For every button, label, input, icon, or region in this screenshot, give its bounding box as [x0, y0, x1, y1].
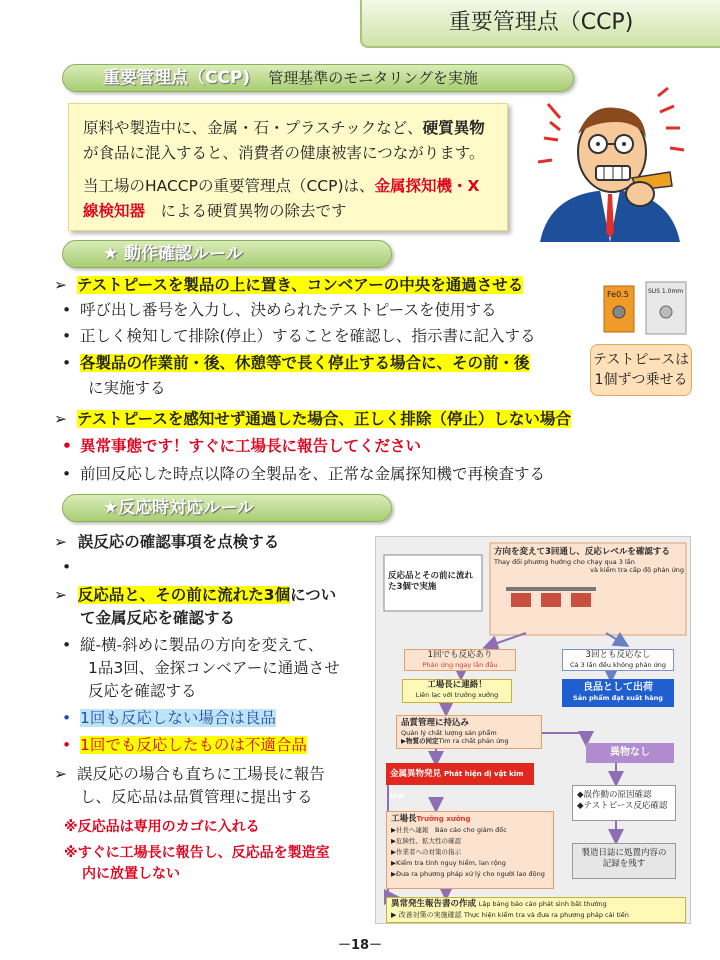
flow-improve-vi: Thực hiện kiểm tra và đưa ra phương pháp cải tiến	[463, 911, 629, 919]
response-heading: ➢ 誤反応の場合も直ちに工場長に報告	[54, 765, 325, 783]
flow-qc	[396, 715, 542, 749]
response-heading-text: 誤反応の確認事項を点検する	[77, 533, 280, 551]
test-piece-label-sus: SUS 1.0mm	[648, 288, 684, 295]
flow-manager-item: ▶社長へ連報 Báo cáo cho giám đốc	[391, 826, 507, 834]
flow-direction-vi: Thay đổi phương hướng cho chạy qua 3 lần	[494, 558, 635, 566]
rule-heading-text: テストピースを感知せず通過した場合、正しく排除（停止）しない場合	[76, 410, 571, 428]
good-product-text: 1回も反応しない場合は良品	[80, 709, 276, 727]
response-note: ※すぐに工場長に報告し、反応品を製造室	[64, 845, 330, 861]
response-bullet: • 縦-横-斜めに製品の方向を変えて、	[62, 636, 324, 654]
flow-report-label: 異常発生報告書の作成	[391, 899, 477, 909]
response-bullet-continued: 1品3回、金探コンベアーに通過させ	[88, 659, 340, 677]
response-bullet-text: 縦-横-斜めに製品の方向を変えて、	[80, 636, 324, 654]
test-piece-illustration	[598, 276, 694, 340]
rule-heading: ➢ テストピースを製品の上に置き、コンベアーの中央を通過させる	[54, 276, 524, 294]
flow-direction	[494, 547, 684, 574]
response-empty-bullet: •	[62, 558, 72, 576]
page-number: －18－	[337, 938, 383, 953]
flow-none-label: 3回とも反応なし	[585, 650, 651, 660]
ccp-banner-sub: 管理基準のモニタリングを実施	[268, 69, 478, 87]
flow-no-foreign: 異物なし	[586, 743, 674, 763]
flow-manager-item: ▶Đưa ra phương pháp xử lý cho người lao động	[391, 870, 545, 878]
flow-none-vi: Cả 3 lần đều không phản ứng	[569, 661, 667, 669]
response-bullet-continued: 反応を確認する	[88, 682, 197, 700]
response-heading-text: 誤反応の場合も直ちに工場長に報告	[76, 765, 325, 783]
rule-bullet: • 異常事態です！すぐに工場長に報告してください	[62, 437, 422, 455]
flow-manager-vi: Trưởng xưởng	[416, 815, 471, 823]
rule-bullet-text: 異常事態です！すぐに工場長に報告してください	[80, 437, 422, 455]
flow-contact	[402, 679, 512, 703]
flow-good-label: 良品として出荷	[583, 682, 653, 693]
flow-cause-item: ◆誤作動の原因確認	[577, 790, 652, 800]
note-text: 原料や製造中に、金属・石・プラスチックなど、	[83, 119, 423, 137]
flow-good	[562, 679, 674, 707]
note-text: による硬質異物の除去です	[145, 202, 347, 220]
operation-check-banner: ★ 動作確認ルール	[62, 240, 392, 268]
flow-good-vi: Sản phẩm đạt xuất hàng	[573, 694, 663, 702]
flow-manager-item: ▶作業者への対策の指示	[391, 848, 461, 856]
flow-contact-vi: Liên lạc với trưởng xưởng	[415, 691, 499, 699]
worker-illustration	[520, 82, 700, 242]
page-title: 重要管理点（CCP)	[360, 0, 720, 48]
rule-bullet: • 正しく検知して排除(停止）することを確認し、指示書に記入する	[62, 327, 536, 345]
response-heading: ➢ 反応品と、その前に流れた3個につい	[54, 586, 337, 604]
rule-bullet: • 前回反応した時点以降の全製品を、正常な金属探知機で再検査する	[62, 465, 546, 483]
response-bullet: • 1回でも反応したものは不適合品	[62, 736, 307, 754]
flow-improve-label: ▶ 改善対策の実施確認	[391, 911, 462, 919]
flow-once-vi: Phản ứng ngay lần đầu	[422, 661, 498, 669]
note-emphasis: 硬質異物	[422, 119, 485, 137]
flow-manager-item: ▶Kiểm tra tính nguy hiểm, lan rộng	[391, 859, 506, 867]
flow-contact-label: 工場長に連絡！	[427, 680, 487, 690]
flow-none	[562, 649, 674, 671]
response-note: ※反応品は専用のカゴに入れる	[64, 819, 260, 835]
flow-qc-vi: Quản lý chất lượng sản phẩm	[401, 729, 497, 737]
note-text: が食品に混入すると、消費者の健康被害につながります。	[83, 144, 485, 162]
flow-qc-identify-vi: Tìm ra chất phản ứng	[438, 737, 509, 745]
response-flowchart	[375, 536, 691, 924]
note-text: 当工場のHACCPの重要管理点（CCP)は、	[83, 177, 375, 195]
rule-bullet: • 呼び出し番号を入力し、決められたテストピースを使用する	[62, 301, 497, 319]
rule-bullet: • 各製品の作業前・後、休憩等で長く停止する場合に、その前・後	[62, 354, 530, 372]
rule-bullet-text: 正しく検知して排除(停止）することを確認し、指示書に記入する	[80, 327, 536, 345]
note-red-text: 金属探知機・X線検知器	[83, 177, 480, 220]
flow-qc-label: 品質管理に持込み	[401, 718, 470, 728]
response-heading-continued: て金属反応を確認する	[80, 609, 236, 627]
flow-start: 反応品とその前に流れた3個で実施	[388, 571, 474, 592]
ccp-banner-label: 重要管理点（CCP)	[103, 68, 251, 88]
flow-once	[404, 649, 516, 671]
response-heading-text: につい	[290, 586, 337, 604]
rule-bullet-continued: に実施する	[88, 379, 166, 397]
response-bullet: • 1回も反応しない場合は良品	[62, 709, 276, 727]
callout-line: テストピースは	[592, 352, 690, 368]
flow-cause-item: ◆テストピース反応確認	[577, 801, 668, 811]
flow-manager-item: ▶危険性、拡大性の確認	[391, 837, 461, 845]
rule-heading: ➢ テストピースを感知せず通過した場合、正しく排除（停止）しない場合	[54, 410, 571, 428]
flow-qc-identify: ▶物質の同定	[401, 737, 439, 745]
flow-metal-label: 金属異物発見	[390, 769, 442, 779]
flow-report	[386, 897, 686, 923]
flow-direction-vi: và kiểm tra cấp độ phản ứng	[590, 566, 684, 574]
flow-metal-vi: Phát hiện dị vật kim loại	[390, 770, 524, 800]
flow-manager	[386, 811, 554, 889]
response-heading-continued: し、反応品は品質管理に提出する	[80, 788, 313, 806]
flow-report-vi: Lập bảng báo cáo phát sinh bất thường	[478, 900, 607, 908]
response-note-continued: 内に放置しない	[82, 866, 180, 882]
test-piece-label-fe: Fe0.5	[607, 290, 629, 299]
rule-bullet-highlight: 各製品の作業前・後、休憩等で長く停止する場合に、その前・後	[80, 354, 530, 372]
flow-cause	[572, 785, 676, 821]
flow-once-label: 1回でも反応あり	[427, 650, 493, 660]
ccp-note	[68, 103, 508, 231]
rule-bullet-text: 呼び出し番号を入力し、決められたテストピースを使用する	[80, 301, 497, 319]
flow-manager-label: 工場長	[391, 814, 417, 824]
nonconforming-text: 1回でも反応したものは不適合品	[80, 736, 307, 754]
rule-bullet-text: 前回反応した時点以降の全製品を、正常な金属探知機で再検査する	[80, 465, 546, 483]
response-banner: ★反応時対応ルール	[62, 494, 392, 522]
flow-record: 製造日誌に処置内容の記録を残す	[572, 843, 676, 879]
rule-heading-text: テストピースを製品の上に置き、コンベアーの中央を通過させる	[76, 276, 524, 294]
response-heading-highlight: 反応品と、その前に流れた3個	[77, 586, 291, 604]
callout-line: 1個ずつ乗せる	[594, 372, 688, 388]
test-piece-callout	[590, 344, 692, 396]
ccp-banner	[62, 64, 574, 92]
flow-metal-found	[386, 763, 534, 800]
response-heading: ➢ 誤反応の確認事項を点検する	[54, 533, 280, 551]
flow-direction-label: 方向を変えて3回通し、反応レベルを確認する	[494, 547, 670, 557]
